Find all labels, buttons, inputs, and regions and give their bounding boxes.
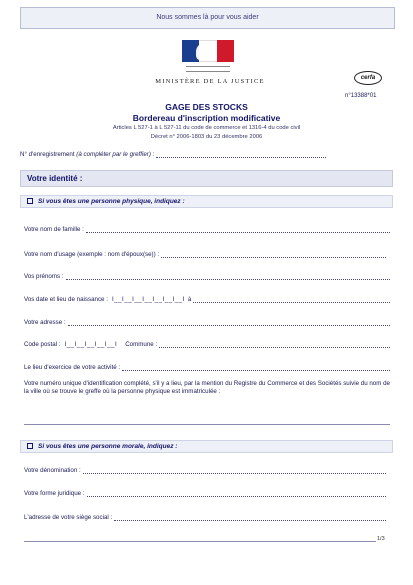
checkbox-icon[interactable] [27, 443, 33, 449]
ministry-logo [150, 40, 270, 92]
cerfa-logo: cerfa [354, 71, 382, 85]
registration-input-line[interactable] [156, 151, 326, 158]
head-office-field[interactable]: L'adresse de votre siège social : [24, 514, 386, 521]
physical-person-header[interactable]: Si vous êtes une personne physique, indiquez : [20, 195, 393, 208]
legal-articles: Articles L 527-1 à L 527-11 du code de commerce et 1316-4 du code civil [112, 125, 301, 131]
usage-name-field[interactable]: Votre nom d'usage (exemple : nom d'époux(se)) : [24, 251, 386, 258]
unique-id-instruction: Votre numéro unique d'identification complété, s'il y a lieu, par la mention du Registre du Commerce et des Sociétés suivie du nom de la ville où se trouve le greffe où la personne physique est immatriculée : [24, 380, 390, 395]
form-number: n°13388*01 [345, 93, 377, 99]
document-subtitle: Bordereau d'inscription modificative [132, 113, 281, 123]
legal-decree: Décret n° 2006-1803 du 23 décembre 2006 [150, 134, 263, 140]
registration-number-field[interactable] [20, 151, 326, 158]
motto-lines [180, 65, 236, 76]
moral-person-header[interactable]: Si vous êtes une personne morale, indiquez : [20, 440, 393, 453]
legal-form-field[interactable]: Votre forme juridique : [24, 490, 386, 497]
address-field[interactable]: Votre adresse : [24, 319, 390, 326]
activity-place-field[interactable]: Le lieu d'exercice de votre activité : [24, 364, 390, 371]
commune-line[interactable] [159, 341, 390, 348]
marianne-flag-icon [182, 40, 234, 62]
checkbox-icon[interactable] [27, 198, 33, 204]
denomination-field[interactable]: Votre dénomination : [24, 467, 386, 474]
footer-rule [24, 541, 376, 542]
postal-code-boxes[interactable]: I__I__I__I__I__I [64, 341, 118, 348]
first-names-field[interactable]: Vos prénoms : [24, 273, 390, 280]
last-name-field[interactable]: Votre nom de famille : [24, 226, 390, 233]
birth-date-boxes[interactable]: I__I__I__I__I__I__I__I [111, 296, 185, 303]
birth-place-line[interactable] [193, 296, 390, 303]
document-title: GAGE DES STOCKS [165, 102, 248, 112]
page-number: 1/3 [377, 536, 385, 542]
registration-label: N° d'enregistrement (à compléter par le greffier) : [20, 151, 155, 158]
unique-id-line[interactable] [24, 424, 390, 425]
help-banner: Nous sommes là pour vous aider [20, 7, 395, 29]
birth-field[interactable]: Vos date et lieu de naissance : I__I__I__I__I__I__I__I à [24, 296, 390, 303]
ministry-name: MINISTÈRE DE LA JUSTICE [155, 78, 265, 85]
identity-section-header: Votre identité : [20, 170, 393, 187]
postal-code-commune-field[interactable]: Code postal : I__I__I__I__I__I Commune : [24, 341, 390, 348]
